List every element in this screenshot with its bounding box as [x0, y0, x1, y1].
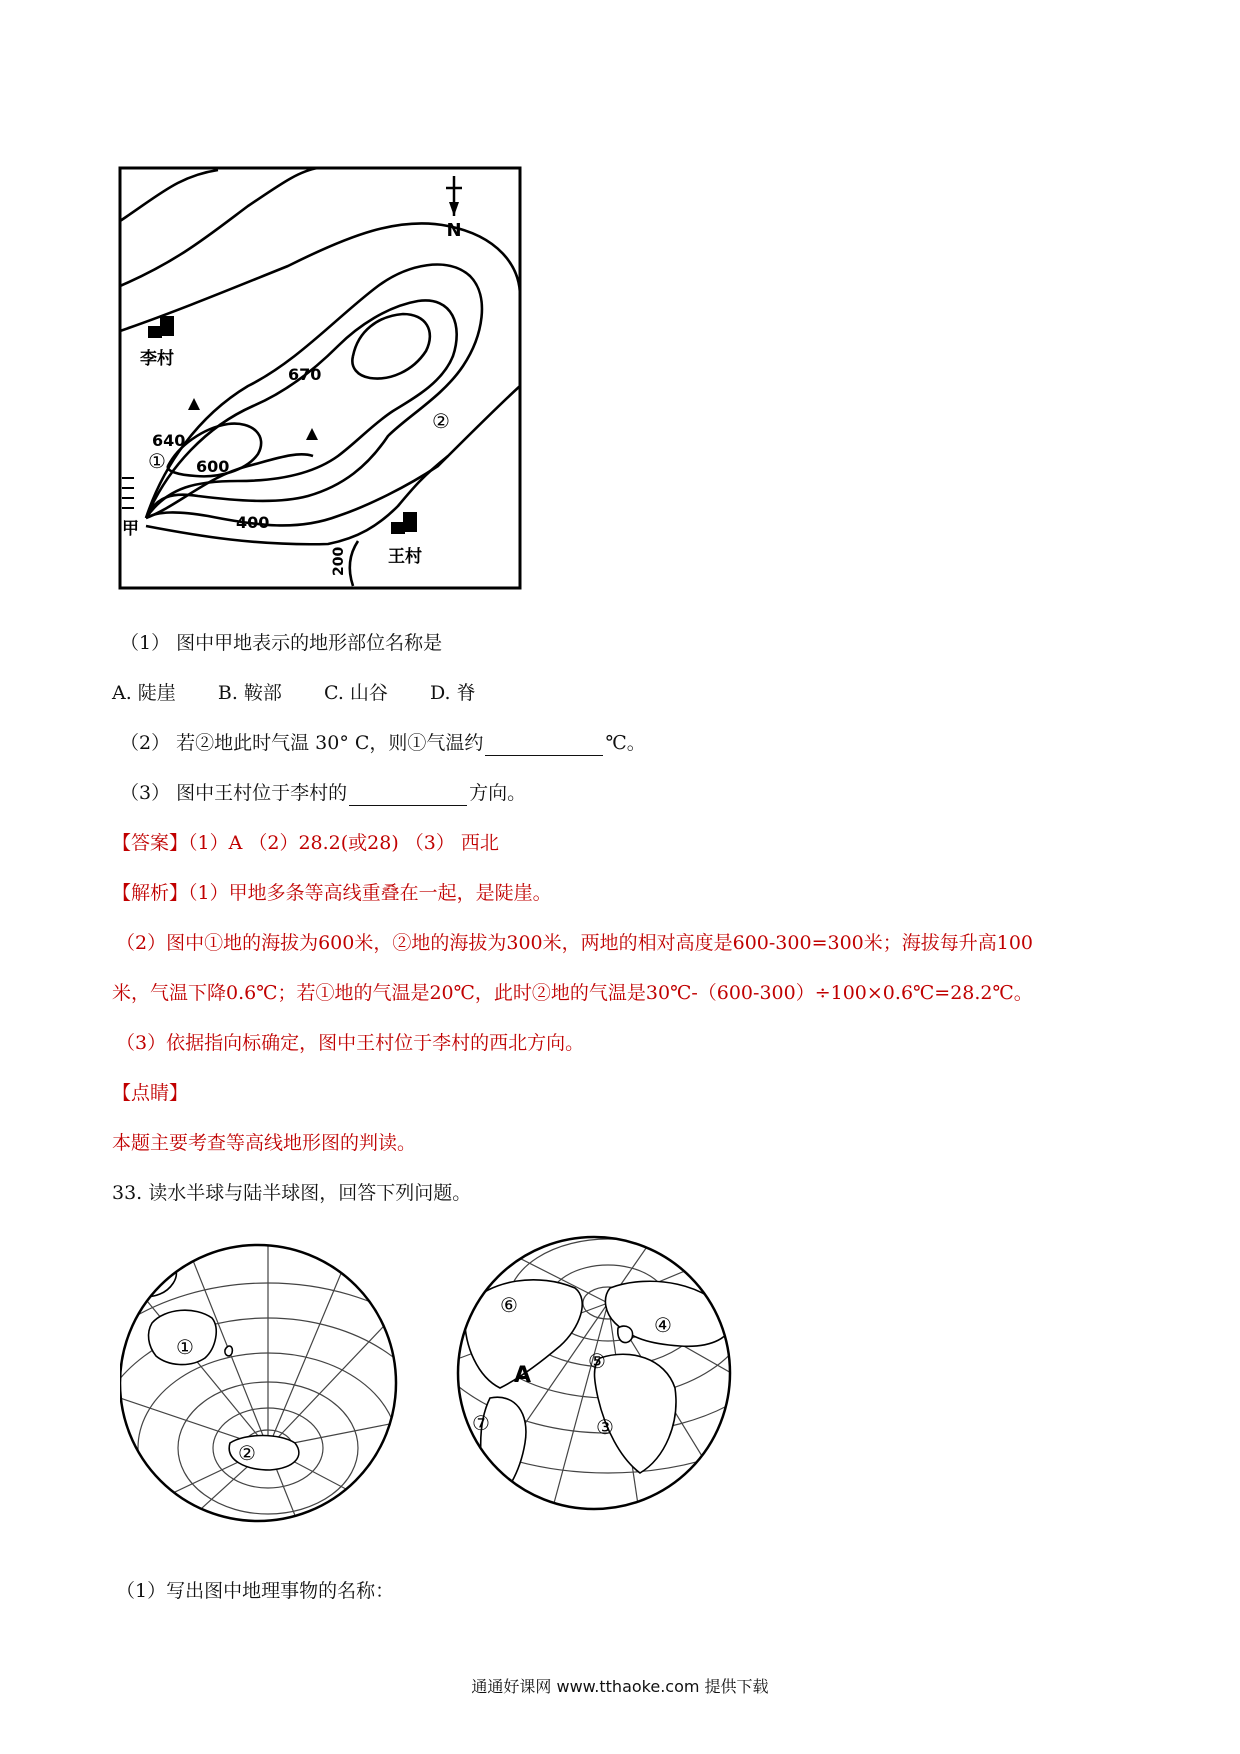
option-a: A. 陡崖 — [112, 682, 176, 704]
land-label-5: ⑤ — [588, 1349, 606, 1373]
analysis-2a: （2）图中①地的海拔为600米，②地的海拔为300米，两地的相对高度是600-300=300米；海拔每升高100 — [116, 932, 1034, 954]
land-label-7: ⑦ — [472, 1411, 490, 1435]
answer-blank — [485, 735, 603, 756]
dianjing-heading: 【点睛】 — [112, 1082, 189, 1104]
page-footer: 通通好课网 www.tthaoke.com 提供下载 — [471, 1677, 769, 1696]
answer-blank — [349, 785, 467, 806]
q-sub1: （1） 图中甲地表示的地形部位名称是 — [120, 632, 443, 654]
analysis-2b: 米，气温下降0.6℃；若①地的气温是20℃，此时②地的气温是30℃-（600-300）÷100×0.6℃=28.2℃。 — [112, 982, 1033, 1004]
jia-label: 甲 — [122, 519, 139, 539]
q-options — [112, 680, 512, 706]
q33-title: 33. 读水半球与陆半球图，回答下列问题。 — [112, 1182, 472, 1204]
q33-sub1: （1）写出图中地理事物的名称： — [116, 1580, 395, 1602]
land-label-3: ③ — [596, 1415, 614, 1439]
dianjing-text: 本题主要考查等高线地形图的判读。 — [112, 1132, 417, 1154]
q-sub2-unit: ℃。 — [605, 732, 646, 754]
analysis-3: （3）依据指向标确定，图中王村位于李村的西北方向。 — [116, 1032, 585, 1054]
answer-line: 【答案】（1）A （2）28.2(或28) （3） 西北 — [112, 832, 499, 854]
option-d: D. 脊 — [429, 682, 476, 704]
wang-village-label: 王村 — [388, 547, 422, 567]
contour-400-label: 400 — [236, 513, 270, 532]
contour-map — [118, 166, 524, 592]
li-village-label: 李村 — [140, 349, 174, 369]
contour-200-label: 200 — [331, 546, 347, 576]
q-sub3 — [120, 780, 526, 806]
option-c: C. 山谷 — [323, 682, 388, 704]
q-sub3-tail: 方向。 — [469, 782, 527, 804]
elev-670-label: 670 — [288, 365, 322, 384]
q-sub2-text: （2） 若②地此时气温 30° C，则①气温约 — [120, 732, 484, 754]
land-hemisphere — [358, 1228, 740, 1518]
hemisphere-figures — [120, 1228, 740, 1528]
elev-640-label: 640 — [152, 431, 186, 450]
point-2-label: ② — [432, 409, 450, 433]
q-sub3-text: （3） 图中王村位于李村的 — [120, 782, 348, 804]
land-label-a: A — [514, 1363, 532, 1388]
land-label-4: ④ — [654, 1313, 672, 1337]
contour-600-label: 600 — [196, 457, 230, 476]
water-hemisphere — [120, 1228, 488, 1528]
water-label-2: ② — [238, 1441, 256, 1465]
point-1-label: ① — [148, 449, 166, 473]
analysis-1: 【解析】（1）甲地多条等高线重叠在一起，是陡崖。 — [112, 882, 552, 904]
option-b: B. 鞍部 — [217, 682, 282, 704]
water-label-1: ① — [176, 1335, 194, 1359]
north-label: N — [446, 220, 462, 241]
land-label-6: ⑥ — [500, 1293, 518, 1317]
q-sub2 — [120, 730, 646, 756]
